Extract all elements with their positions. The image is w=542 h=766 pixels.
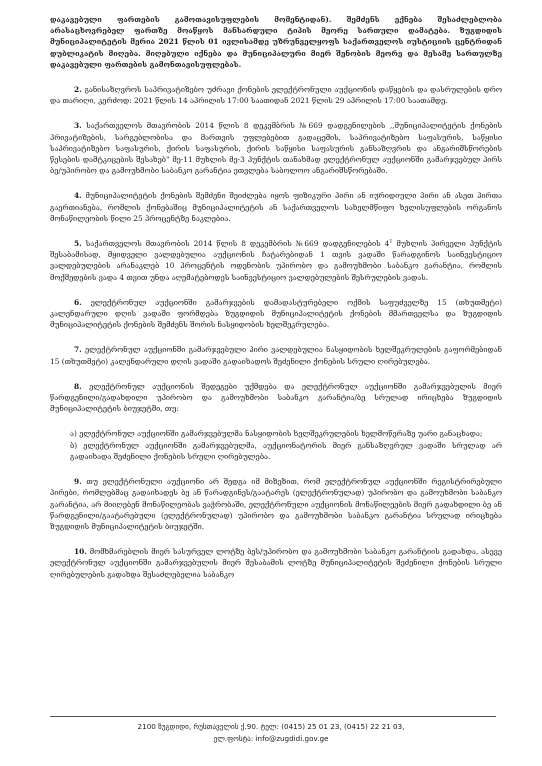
footer-email: ელ.ფოსტა: info@zugdidi.gov.ge: [213, 734, 329, 743]
paragraph-text: საქართველოს მთავრობის 2014 წლის 8 დეკემბრის №669 დადგენილების 4: [85, 239, 390, 249]
paragraph-text: მუნიციპალიტეტის ქონების შემძენი შეიძლება იყოს ფიზიკური პირი ან იურიდიული პირი ან ასეთ პირთა გაერთიანება, რომლის ქონებაშიც მუნიციპალიტეტის ან საქართველოს სახელმწიფო ხელისუფლების ორგანოს მონაწილეობის წილი 25 პროცენტზე ნაკლებია.: [50, 191, 503, 223]
paragraph-number: 9.: [74, 477, 82, 487]
paragraph-8-subitems: [70, 428, 502, 462]
footer-address: 2100 ზუგდიდი, რუსთაველის ქ.90. ტელ: (0415) 25 01 23, (0415) 22 21 03,: [137, 722, 405, 731]
paragraph-number: 5.: [74, 239, 82, 249]
paragraph-2: [50, 84, 502, 106]
paragraph-4: [50, 190, 502, 224]
paragraph-10: [50, 546, 502, 580]
paragraph-3: [50, 120, 502, 176]
paragraph-text: თუ ელექტრონული აუქციონი არ შედგა იმ მიზეზით, რომ ელექტრონულ აუქციონში რეგისტრირებული პირები, რომლებმაც გადაიხადეს ბე ან წარადგინეს/გაატარეს (ელექტრონულად) უპირობო და გამოუხმობი საბანკო გარანტია, არ მიიღებენ მონაწილეობას ვაჭრობაში, ელექტრონული აუქციონის მონაწილეების მიერ გადახდილი ბე ან წარდგენილი/გაატარებული (ელექტრონულად) უპირობო და გამოუხმობი საბანკო გარანტია სრულად ირიცხება ზუგდიდის მუნიციპალიტეტის ბიუჯეტში.: [50, 477, 502, 531]
paragraph-number: 6.: [74, 297, 82, 307]
paragraph-text: ელექტრონულ აუქციონში გამარჯვებული პირი ვალდებულია ნასყიდობის ხელშეკრულების გაფორმებიდან 15 (თხუთმეტი) კალენდარული დღის ვადაში გადაიხადოს შეძენილი ქონების სრული ღირებულება.: [50, 345, 502, 366]
footer-divider: [50, 716, 496, 717]
paragraph-text: ელექტრონულ აუქციონში გამარჯვების დამადასტურებელი ოქმის საფუძველზე 15 (თხუთმეტი) კალენდარული დღის ვადაში ფორმდება ზუგდიდის მუნიციპალიტეტის ქონების მმართველსა და ზუგდიდის მუნიციპალიტეტის ქონების შემძენს შორის ნასყიდობის ხელშეკრულება.: [50, 297, 502, 330]
paragraph-6: [50, 297, 502, 331]
paragraph-text: მომხმარებლის მიერ სასურველ ლოტზე ბეს/უპირობო და გამოუხმობი საბანკო გარანტიის გადახდა, ასევე ელექტრონულ აუქციონში გამარჯვებულის მიერ შესაბამის ლოტზე მუნიციპალიტეტის შეძენილი ქონების სრული ღირებულების გადახდა შესაძლებელია საბანკო: [50, 547, 502, 579]
paragraph-number: 4.: [74, 191, 82, 201]
paragraph-number: 3.: [74, 121, 82, 131]
subitem-a: ა) ელექტრონულ აუქციონში გამარჯვებულმა ნასყიდობის ხელშეკრულების ხელმოწერაზე უარი განაცხადა;: [70, 429, 483, 439]
paragraph-number: 7.: [74, 345, 82, 355]
paragraph-8: [50, 381, 502, 415]
paragraph-number: 10.: [74, 547, 87, 557]
superscript: 1: [389, 238, 393, 245]
paragraph-continuation: დაკავებული ფართების გამოთავისუფლების მომენტიდან). შემძენს ექნება შესაძლებლობა არასაცხოვრებელ ფართზე მოაწყოს მანსარდული ტიპის მეორე სართული დამატება. ზუგდიდის მუნიციპალიტეტის მერია 2021 წლის 01 ივლისამდე უზრუნველყოფს საქართველოს იუსტიციის ცენტრიდან დუბლიკატის მიღება. მიღებული იქნება და მუნიციპალური მიერ შენობის მეორე და მესამე სართულზე დაკავებული ფართების გამონთავისუფლებას.: [50, 15, 502, 69]
paragraph-7: [50, 344, 502, 366]
paragraph-text: ელექტრონულ აუქციონის შედეგები უქმდება და ელექტრონულ აუქციონში გამარჯვებულის მიერ წარდგენილი/გადახდილი უპირობო და გამოუხმობი საბანკო გარანტია/ბე სრულად ირიცხება ზუგდიდის მუნიციპალიტეტის ბიუჯეტში, თუ:: [50, 381, 502, 414]
paragraph-text: საქართველოს მთავრობის 2014 წლის 8 დეკემბრის №669 დადგენილების ,,მუნიციპალიტეტის ქონების პრივატიზების, სარგებლობისა და მართვის უფლებებით გადაცემის, საპრივატიზებო საფასურის, საწყისი საპრივატიზებო საფასურის, ქირის საფასურის, ქირის საწყისი საფასურის განსაზღვრის და ანგარიშსწორების წესების დამტკიცების შესახებ" მე-11 მუხლის მე-3 პუნქტის თანახმად ელექტრონულ აუქციონში გამარჯვებულ პირს ბე/უპირობო და გამოუხმობი საბანკო გარანტია ეთვლება საბოლოო ანგარიშსწორებაში.: [50, 121, 502, 176]
paragraph-text: განისაზღვროს საპრივატიზებო უძრავი ქონების ელექტრონული აუქციონის დაწყების და დასრულების დრო და თარიღი, კერძოდ: 2021 წლის 14 აპრილის 17:00 საათიდან 2021 წლის 29 აპრილის 17:00 საათამდე.: [50, 85, 502, 106]
paragraph-number: 2.: [74, 85, 82, 95]
document-body: [50, 14, 502, 594]
paragraph-number: 8.: [74, 381, 82, 391]
paragraph-9: [50, 476, 502, 532]
subitem-b: ბ) ელექტრონულ აუქციონში გამარჯვებულმა, აუქციონატორის მიერ განსაზღვრულ ვადაში სრულად არ გადაიხადა შეძენილი ქონების სრული ღირებულება.: [70, 440, 502, 461]
paragraph-text-cont: მუხლის პირველი პუნქტის შესაბამისად, მყიდველი ვალდებულია აუქციონის ჩატარებიდან 1 თვის ვადაში წარადგინოს საინვესტიციო ვალდებულების არანაკლებ 10 პროცენტის ოდენობის უპირობო და გამოუხმობი საბანკო გარანტია, რომლის მოქმედების ვადა 4 თვით უნდა აღემატებოდეს საინვესტიციო ვალდებულების შესრულების ვადას.: [50, 239, 502, 282]
paragraph-5: [50, 238, 502, 283]
